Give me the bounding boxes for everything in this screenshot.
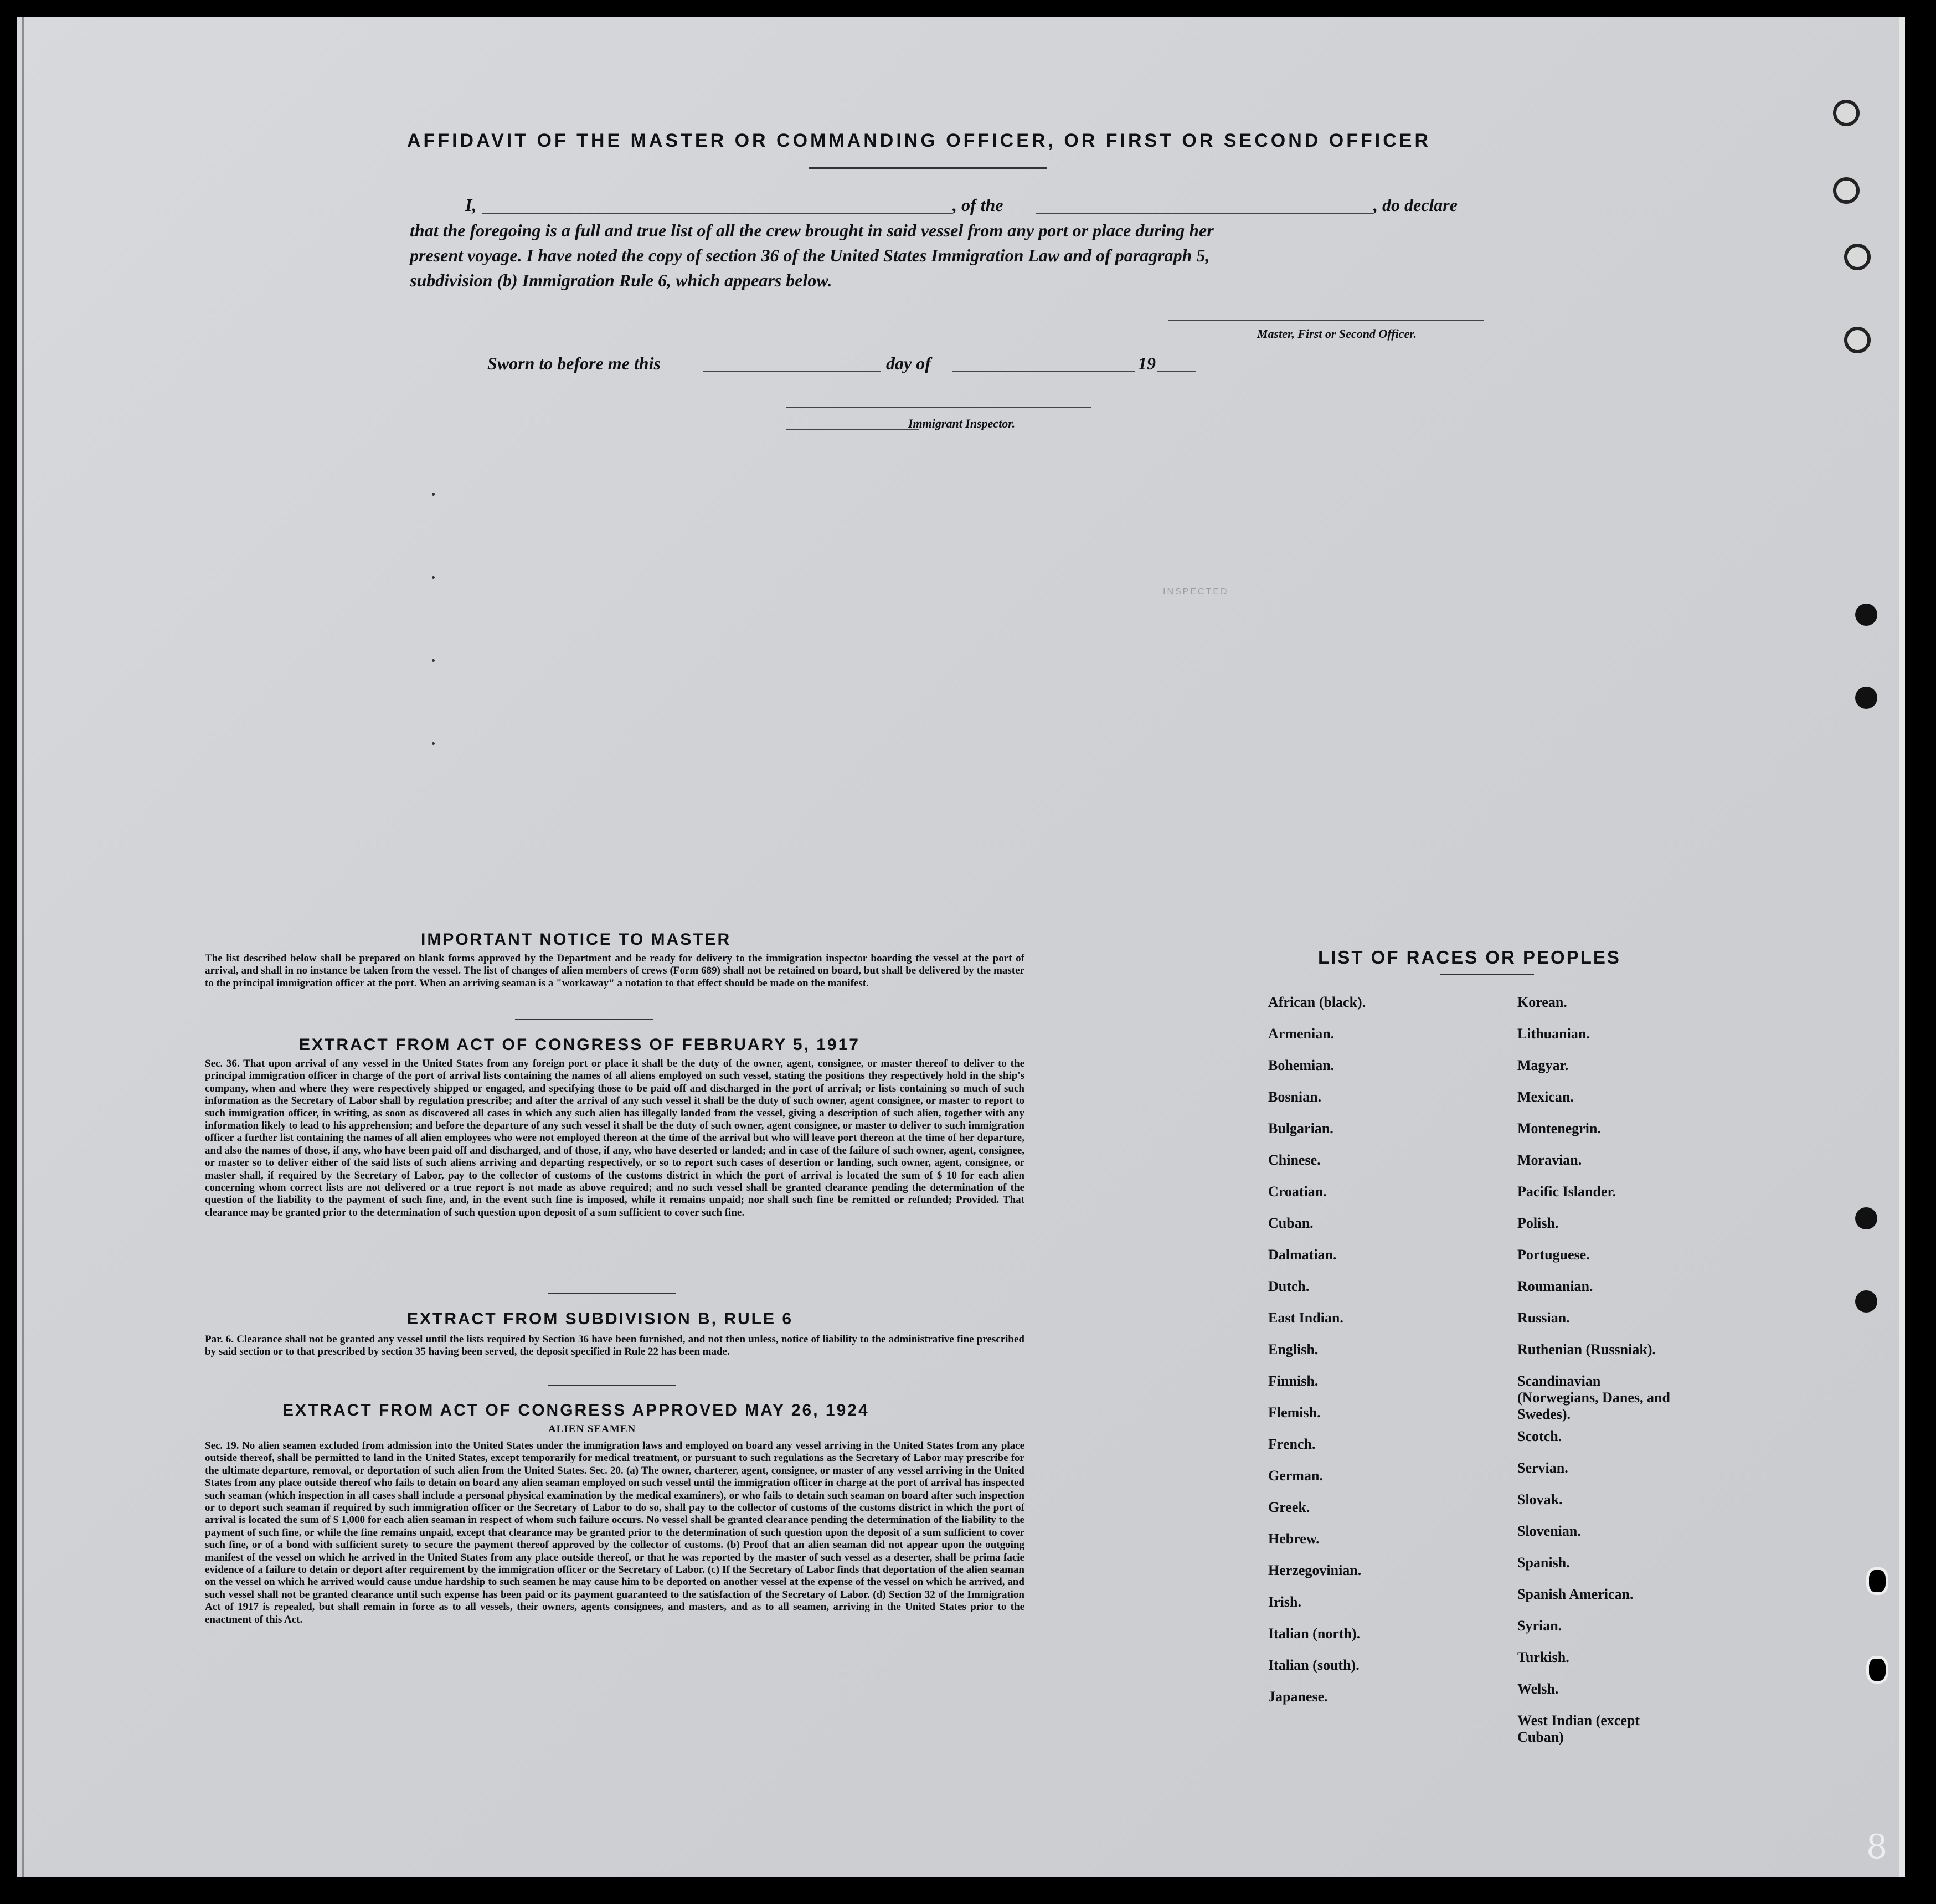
affidavit-line-2: present voyage. I have noted the copy of section 36 of the United States Immigration Law and of paragraph 5, (410, 245, 1210, 265)
race-item: Lithuanian. (1517, 1026, 1590, 1042)
margin-dot (432, 493, 435, 496)
signature-blank (1168, 320, 1484, 321)
race-item: Roumanian. (1517, 1278, 1593, 1294)
race-item: African (black). (1268, 994, 1366, 1010)
race-item: Irish. (1268, 1594, 1301, 1610)
extract-1917-body: Sec. 36. That upon arrival of any vessel in the United States from any foreign port or place it shall be the duty of the owner, agent, consignee, or master thereof to deliver to the principal immigration officer in charge of the port of arrival lists containing the names of all aliens employed on such vessel, stating the positions they respectively hold in the ship's company, when and where they were respectively shipped or engaged, and specifying those to be paid off and discharged in the port of arrival; or lists containing so much of such information as the Secretary of Labor shall by regulation prescribe; and after the arrival of any such vessel it shall be the duty of such owner, agent consignee, or master to report to such immigration officer, in writing, as soon as discovered all cases in which any such alien has illegally landed from the vessel, giving a description of such alien, together with any information likely to lead to his apprehension; and before the departure of any such vessel it shall be the duty of such owner, agent consignee, or master to deliver to such immigration officer a further list containing the names of all alien employees who were not employed thereon at the time of the arrival but who will leave port thereon at the time of her departure, and also the names of those, if any, who have been paid off and discharged, and of those, if any, who have deserted or landed; and in case of the failure of such owner, agent, consignee, or master so to deliver either of the said lists of such aliens arriving and departing respectively, or so to report such cases of desertion or landing, such owner, agent, consignee, or master shall, if required by the Secretary of Labor, pay to the collector of customs of the customs district in which the port of arrival is located the sum of $ 10 for each alien concerning whom correct lists are not delivered or a true report is not made as above required; and no such vessel shall be granted clearance pending the determination of the question of the liability to the payment of such fine, and, in the event such fine is imposed, while it remains unpaid; nor shall such fine be remitted or refunded; Provided. That clearance may be granted prior to the determination of such question upon deposit of a sum sufficient to cover such fine. (205, 1058, 1024, 1218)
race-item: Slovak. (1517, 1491, 1563, 1507)
vessel-blank (1036, 213, 1373, 214)
faint-stamp: INSPECTED (1163, 587, 1229, 596)
extract-1917-title: EXTRACT FROM ACT OF CONGRESS OF FEBRUARY 5, 1917 (299, 1036, 860, 1054)
margin-dot (432, 659, 435, 662)
signature-caption: Master, First or Second Officer. (1257, 327, 1417, 341)
inspector-signature-blank (786, 407, 1091, 408)
day-of-label: day of (886, 353, 931, 373)
race-item: Hebrew. (1268, 1531, 1320, 1547)
race-item: Syrian. (1517, 1618, 1562, 1634)
punch-hole (1833, 177, 1860, 204)
punch-hole (1844, 327, 1871, 353)
race-item: Flemish. (1268, 1404, 1321, 1421)
punch-hole (1855, 604, 1877, 626)
inspector-caption: Immigrant Inspector. (908, 416, 1016, 430)
notice-title: IMPORTANT NOTICE TO MASTER (421, 930, 732, 949)
affidavit-title: AFFIDAVIT OF THE MASTER OR COMMANDING OFFICER, OR FIRST OR SECOND OFFICER (407, 130, 1431, 151)
race-item: Polish. (1517, 1215, 1559, 1231)
race-item: Dutch. (1268, 1278, 1310, 1294)
affidavit-i: I, (465, 195, 477, 215)
race-item: Scandinavian (Norwegians, Danes, and Swedes). (1517, 1373, 1670, 1422)
race-item: Finnish. (1268, 1373, 1319, 1389)
title-underline (809, 167, 1047, 169)
race-item: Spanish American. (1517, 1586, 1634, 1602)
race-item: Portuguese. (1517, 1247, 1590, 1263)
race-item: Bosnian. (1268, 1089, 1322, 1105)
page-mark: 8 (1866, 1828, 1888, 1866)
race-item: Dalmatian. (1268, 1247, 1337, 1263)
punch-hole (1866, 1656, 1888, 1684)
sworn-label: Sworn to before me this (487, 353, 661, 373)
races-underline (1440, 974, 1534, 975)
extract-1924-title: EXTRACT FROM ACT OF CONGRESS APPROVED MAY 26, 1924 (282, 1401, 869, 1419)
race-item: Bohemian. (1268, 1057, 1335, 1073)
race-item: Japanese. (1268, 1689, 1328, 1705)
race-item: Italian (north). (1268, 1625, 1361, 1641)
race-item: Pacific Islander. (1517, 1183, 1616, 1200)
extract-1924-body: Sec. 19. No alien seamen excluded from admission into the United States under the immigration laws and employed on board any vessel arriving in the United States from any place outside thereof, shall be permitted to land in the United States, except temporarily for medical treatment, or pursuant to such regulations as the Secretary of Labor may prescribe for the ultimate departure, removal, or deportation of such alien from the United States. Sec. 20. (a) The owner, charterer, agent, consignee, or master of any vessel arriving in the United States from any place outside thereof who fails to detain on board any alien seaman employed on such vessel until the immigration officer in charge at the port of arrival has inspected such seaman (which inspection in all cases shall include a personal physical examination by the medical examiners), or who fails to detain such seaman on board after such inspection or to deport such seaman if required by such immigration officer or the Secretary of Labor to do so, shall pay to the collector of customs of the customs district in which the port of arrival is located the sum of $ 1,000 for each alien seaman in respect of whom such failure occurs. No vessel shall be granted clearance pending the determination of the liability to the payment of such fine, or while the fine remains unpaid, except that clearance may be granted prior to the determination of such question upon the deposit of a sum sufficient to cover such fine, or of a bond with sufficient surety to secure the payment thereof approved by the collector of customs. (b) Proof that an alien seaman did not appear upon the outgoing manifest of the vessel on which he arrived in the United States from any place outside thereof, or that he was reported by the master of such vessel as a deserter, shall be prima facie evidence of a failure to detain or deport after requirement by the immigration officer or the Secretary of Labor. (c) If the Secretary of Labor finds that deportation of the alien seaman on the vessel on which he arrived would cause undue hardship to such seamen he may cause him to be deported on another vessel at the expense of the vessel on which he arrived, and such vessel shall not be granted clearance until such expense has been paid or its payment guaranteed to the satisfaction of the Secretary of Labor. (d) Section 32 of the Immigration Act of 1917 is repealed, but shall remain in force as to all vessels, their owners, agents consignees, and masters, and as to all seamen, arriving in the United States prior to the enactment of this Act. (205, 1440, 1024, 1625)
races-column-1 (1268, 994, 1366, 1720)
race-item: French. (1268, 1436, 1316, 1452)
race-item: Herzegovinian. (1268, 1562, 1362, 1578)
race-item: Ruthenian (Russniak). (1517, 1341, 1656, 1357)
extract-1917-divider (548, 1293, 676, 1294)
race-item: Bulgarian. (1268, 1120, 1333, 1136)
month-blank (952, 371, 1135, 372)
race-item: West Indian (except Cuban) (1517, 1712, 1640, 1745)
race-item: Servian. (1517, 1460, 1568, 1476)
race-item: Korean. (1517, 994, 1567, 1010)
margin-dot (432, 742, 435, 745)
affidavit-line-3: subdivision (b) Immigration Rule 6, which appears below. (410, 270, 832, 290)
race-item: Italian (south). (1268, 1657, 1360, 1673)
punch-hole (1855, 687, 1877, 709)
extract-1924-subtitle: ALIEN SEAMEN (548, 1423, 636, 1435)
race-item: Spanish. (1517, 1555, 1570, 1571)
race-item: Welsh. (1517, 1681, 1559, 1697)
race-item: Croatian. (1268, 1183, 1327, 1200)
punch-hole (1866, 1567, 1888, 1595)
year-label: 19 (1138, 353, 1156, 373)
race-item: East Indian. (1268, 1310, 1343, 1326)
affidavit-of-the: , of the (952, 195, 1003, 215)
race-item: Moravian. (1517, 1152, 1582, 1168)
race-item: Scotch. (1517, 1428, 1562, 1444)
inspector-short-blank (786, 429, 919, 430)
race-item: Montenegrin. (1517, 1120, 1601, 1136)
race-item: Cuban. (1268, 1215, 1314, 1231)
affidavit-line-1: that the foregoing is a full and true list of all the crew brought in said vessel from any port or place during her (410, 220, 1214, 240)
name-blank (482, 213, 952, 214)
races-column-2 (1517, 994, 1683, 1744)
race-item: Russian. (1517, 1310, 1570, 1326)
races-title: LIST OF RACES OR PEOPLES (1318, 947, 1621, 968)
punch-hole (1844, 244, 1871, 270)
race-item: Slovenian. (1517, 1523, 1581, 1539)
punch-hole (1833, 100, 1860, 126)
notice-divider (515, 1019, 653, 1020)
race-item: Turkish. (1517, 1649, 1569, 1665)
margin-dot (432, 576, 435, 579)
race-item: German. (1268, 1468, 1323, 1484)
race-item: Magyar. (1517, 1057, 1569, 1073)
day-blank (703, 371, 881, 372)
notice-body: The list described below shall be prepared on blank forms approved by the Department and be ready for delivery to the immigration inspector boarding the vessel at the port of arrival, and shall in no instance be taken from the vessel. The list of changes of alien members of crews (Form 689) shall not be retained on board, but shall be delivered by the master to the principal immigration officer at the port. When an arriving seaman is a "workaway" a notation to that effect should be made on the manifest. (205, 953, 1024, 989)
punch-hole (1855, 1290, 1877, 1313)
year-blank (1157, 371, 1196, 372)
race-item: Greek. (1268, 1499, 1310, 1515)
rule6-body: Par. 6. Clearance shall not be granted any vessel until the lists required by Section 36 have been furnished, and not then unless, notice of liability to the administrative fine prescribed by said section or to that prescribed by section 35 having been served, the deposit specified in Rule 22 has been made. (205, 1334, 1024, 1358)
binding-edge (22, 17, 24, 1877)
rule6-title: EXTRACT FROM SUBDIVISION B, RULE 6 (407, 1310, 794, 1328)
punch-hole (1855, 1207, 1877, 1229)
race-item: English. (1268, 1341, 1319, 1357)
affidavit-do-declare: , do declare (1373, 195, 1458, 215)
race-item: Mexican. (1517, 1089, 1574, 1105)
rule6-divider (548, 1385, 676, 1386)
document-page (17, 17, 1905, 1877)
race-item: Chinese. (1268, 1152, 1321, 1168)
race-item: Armenian. (1268, 1026, 1335, 1042)
